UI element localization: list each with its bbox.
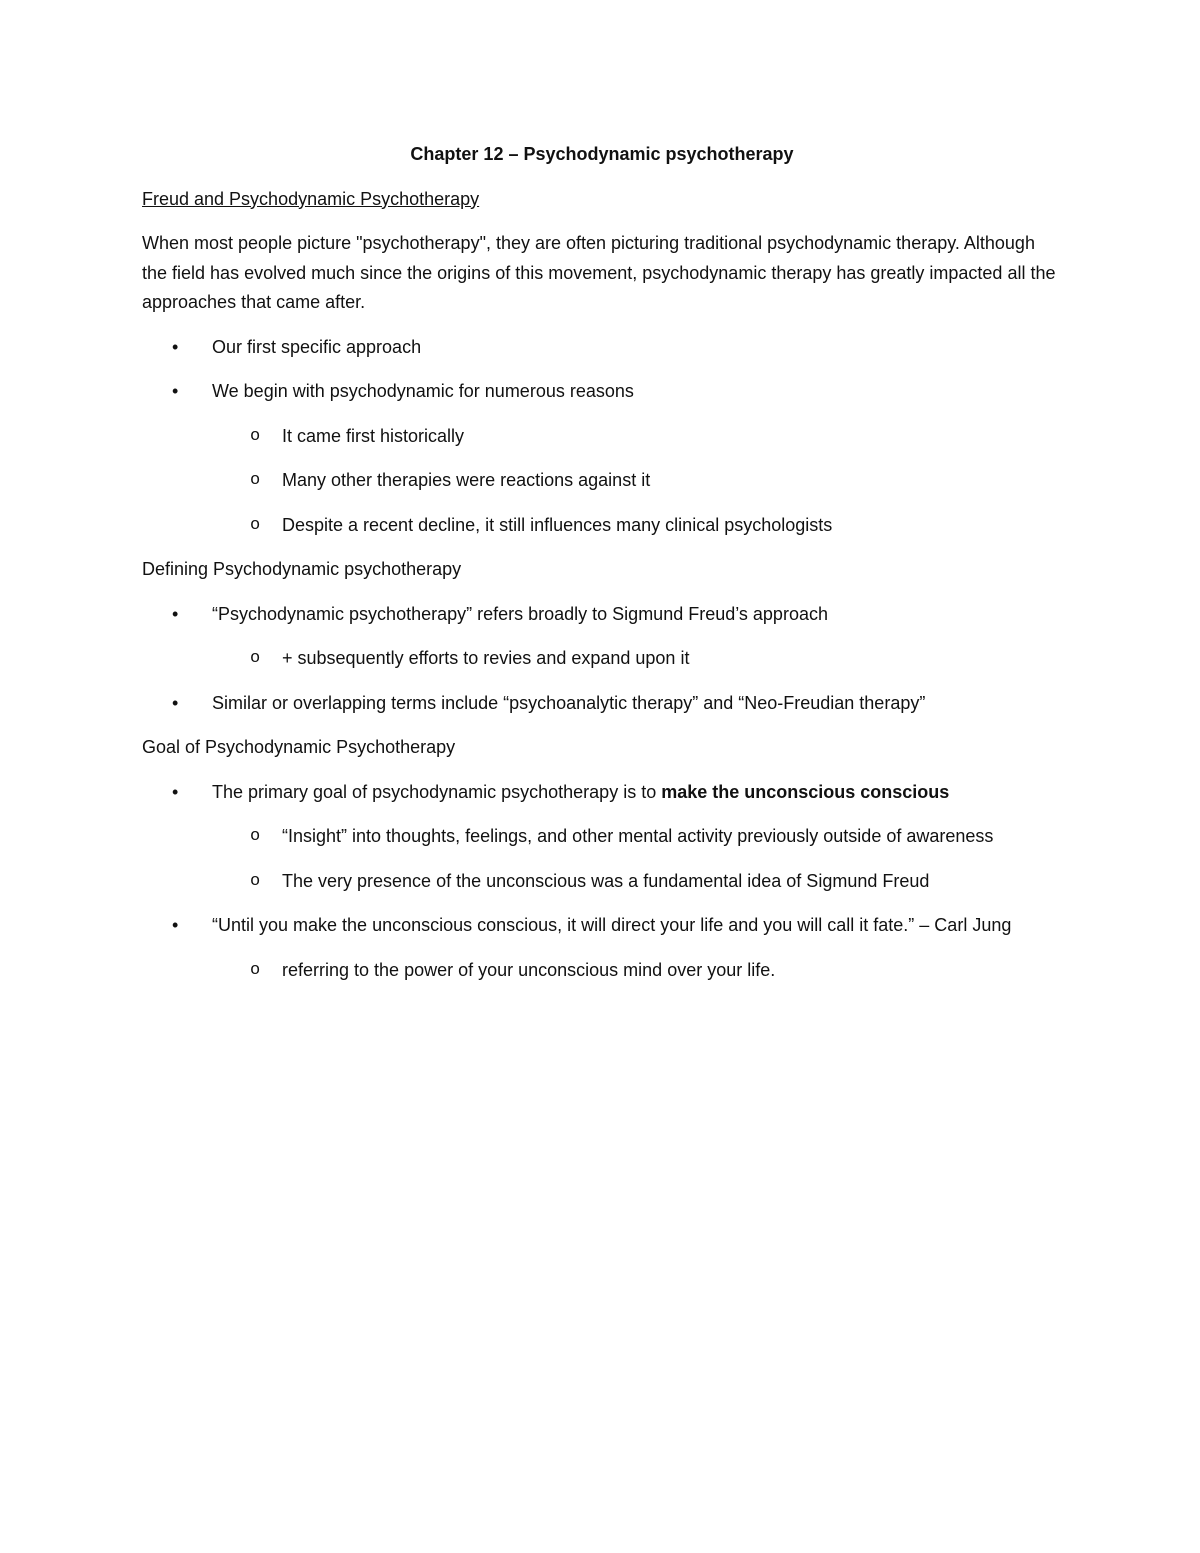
list-item (142, 377, 1062, 540)
bullet-list-goal (142, 778, 1062, 986)
circle-bullet-icon: o (250, 426, 261, 446)
circle-bullet-icon: o (250, 515, 261, 535)
list-item (142, 911, 1062, 985)
bullet-list-defining (142, 600, 1062, 719)
sub-list-item (212, 956, 1062, 986)
circle-bullet-icon: o (250, 471, 261, 490)
list-item (142, 600, 1062, 674)
document-title: Chapter 12 – Psychodynamic psychotherapy (410, 144, 794, 164)
list-item-text-prefix: The primary goal of psychodynamic psychotherapy is to (212, 781, 662, 802)
sub-list-item-text: It came first historically (282, 425, 465, 446)
sub-list-item (212, 822, 1062, 852)
circle-bullet-icon: o (250, 827, 261, 846)
bullet-icon: • (172, 603, 179, 624)
sub-bullet-list (212, 644, 1062, 674)
circle-bullet-icon: o (250, 960, 261, 980)
section-heading-freud: Freud and Psychodynamic Psychotherapy (142, 188, 480, 209)
bullet-list-freud (142, 333, 1062, 541)
bullet-icon: • (172, 336, 179, 357)
list-item (142, 333, 1062, 363)
intro-paragraph: When most people picture "psychotherapy", they are often picturing traditional psychodynamic therapy. Although the field has evolved much since the origins of this movement, psychodynamic therapy has greatly impacted all the approaches that came after. (142, 233, 1056, 312)
sub-list-item-text: “Insight” into thoughts, feelings, and other mental activity previously outside of awareness (282, 826, 994, 846)
bullet-icon: • (172, 915, 179, 935)
section-heading-defining: Defining Psychodynamic psychotherapy (142, 559, 462, 579)
list-item-text: “Psychodynamic psychotherapy” refers broadly to Sigmund Freud’s approach (212, 603, 828, 624)
list-item-text: Our first specific approach (212, 336, 422, 357)
sub-list-item-text: referring to the power of your unconscious mind over your life. (282, 959, 776, 980)
list-item (142, 778, 1062, 897)
sub-list-item-text: Despite a recent decline, it still influences many clinical psychologists (282, 514, 833, 535)
list-item-text (212, 782, 949, 802)
sub-bullet-list (212, 956, 1062, 986)
circle-bullet-icon: o (250, 871, 261, 891)
sub-list-item-text: + subsequently efforts to revies and expand upon it (282, 648, 690, 668)
bullet-icon: • (172, 692, 179, 713)
list-item-text: Similar or overlapping terms include “psychoanalytic therapy” and “Neo-Freudian therapy” (212, 692, 926, 713)
sub-list-item (212, 511, 1062, 541)
sub-list-item (212, 422, 1062, 452)
list-item-text: We begin with psychodynamic for numerous reasons (212, 381, 634, 401)
bullet-icon: • (172, 781, 179, 802)
circle-bullet-icon: o (250, 649, 261, 668)
sub-list-item-text: The very presence of the unconscious was a fundamental idea of Sigmund Freud (282, 870, 930, 891)
bullet-icon: • (172, 381, 179, 401)
emphasis-text: make the unconscious conscious (661, 781, 950, 802)
sub-list-item (212, 867, 1062, 897)
sub-list-item-text: Many other therapies were reactions against it (282, 470, 651, 490)
section-heading-goal: Goal of Psychodynamic Psychotherapy (142, 737, 456, 757)
list-item (142, 689, 1062, 719)
list-item-text: “Until you make the unconscious conscious, it will direct your life and you will call it fate.” – Carl Jung (212, 915, 1012, 935)
sub-list-item (212, 644, 1062, 674)
sub-bullet-list (212, 822, 1062, 896)
sub-bullet-list (212, 422, 1062, 541)
document-page (142, 140, 1062, 1000)
sub-list-item (212, 466, 1062, 496)
